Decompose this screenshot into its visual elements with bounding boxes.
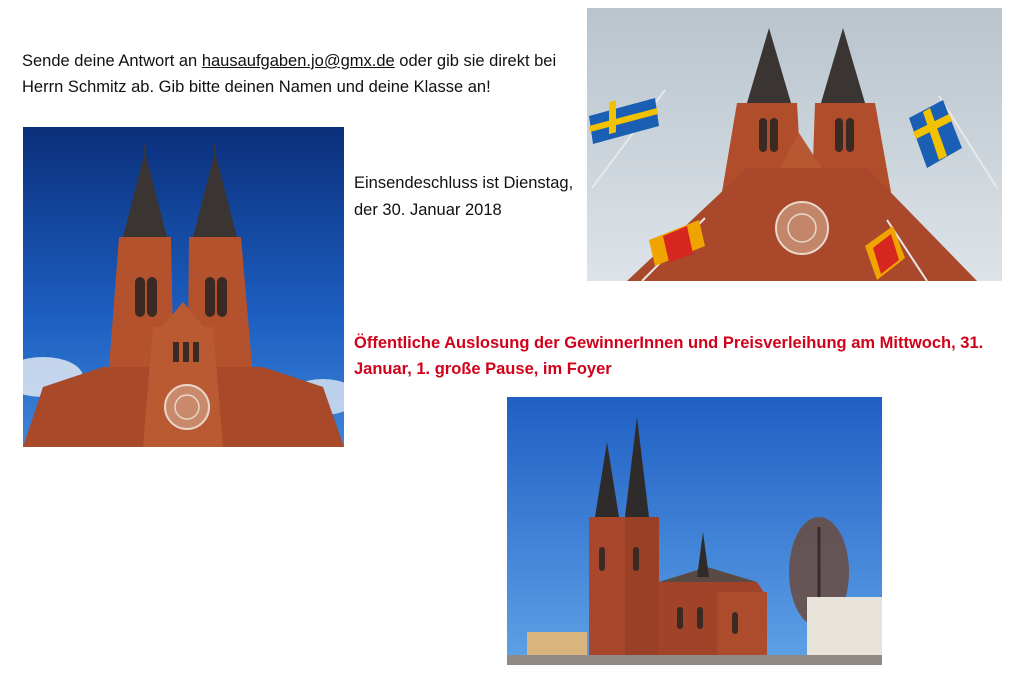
cathedral-photo-flags [587, 8, 1002, 281]
cathedral-photo-front [23, 127, 344, 447]
intro-text-after: oder gib sie direkt bei Herrn Schmitz ab. Gib bitte deinen Namen und deine Klasse an! [22, 52, 557, 96]
cathedral-front-illustration [23, 127, 344, 447]
announcement-text: Öffentliche Auslosung der GewinnerInnen und Preisverleihung am Mittwoch, 31. Januar, 1. große Pause, im Foyer [354, 334, 984, 378]
email-link[interactable]: hausaufgaben.jo@gmx.de [201, 52, 395, 70]
deadline-line-1: Einsendeschluss ist Dienstag, [354, 174, 574, 192]
cathedral-side-illustration [507, 397, 882, 665]
intro-text-before: Sende deine Antwort an [22, 52, 202, 70]
cathedral-flags-illustration [587, 8, 1002, 281]
deadline-line-2: der 30. Januar 2018 [354, 201, 502, 219]
cathedral-photo-side [507, 397, 882, 665]
deadline-notice [354, 170, 576, 224]
intro-paragraph [22, 48, 582, 100]
